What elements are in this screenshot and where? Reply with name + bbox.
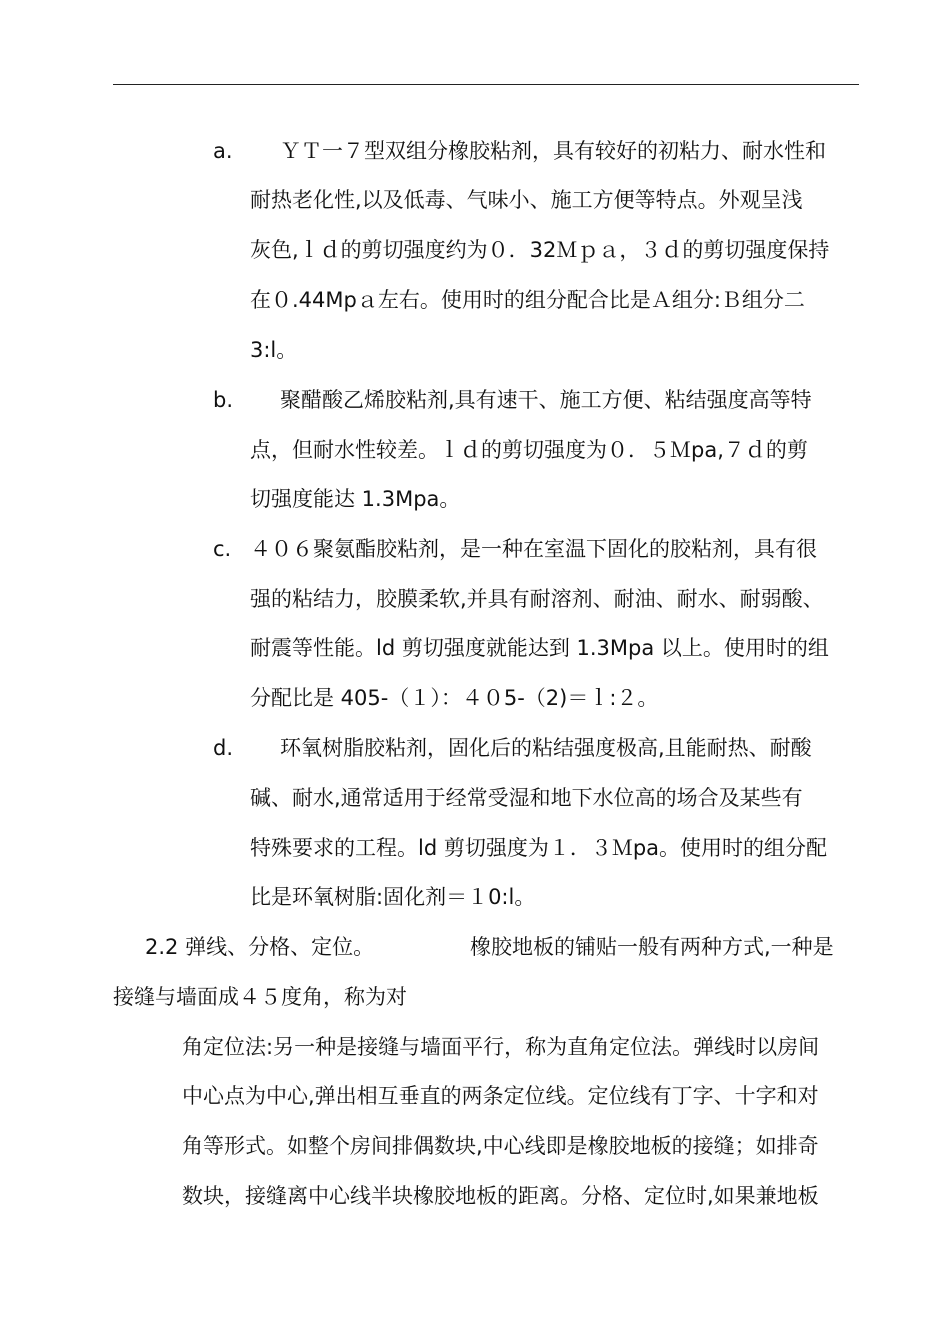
item-marker: d. xyxy=(213,736,234,760)
item-c-line-1: ４０６聚氨酯胶粘剂，是一种在室温下固化的胶粘剂，具有很 xyxy=(250,537,817,561)
item-c-line-3: 耐震等性能。ld 剪切强度就能达到 1.3Mpa 以上。使用时的组 xyxy=(250,636,829,660)
section-heading: 2.2 弹线、分格、定位。 xyxy=(145,935,375,959)
item-c-line-4: 分配比是 405-（１）：４０5-（2)＝ｌ:２。 xyxy=(250,686,659,710)
section-continuation: 接缝与墙面成４５度角，称为对 xyxy=(113,985,407,1009)
item-a-line-2: 耐热老化性,以及低毒、气味小、施工方便等特点。外观呈浅 xyxy=(250,188,803,212)
section-line-4: 数块，接缝离中心线半块橡胶地板的距离。分格、定位时,如果兼地板 xyxy=(182,1184,819,1208)
header-rule xyxy=(113,84,859,85)
item-marker: a. xyxy=(213,139,233,163)
section-line-3: 角等形式。如整个房间排偶数块,中心线即是橡胶地板的接缝；如排奇 xyxy=(182,1134,819,1158)
item-b-line-3: 切强度能达 1.3Mpa。 xyxy=(250,487,461,511)
item-d-line-4: 比是环氧树脂:固化剂＝１0:l。 xyxy=(250,885,536,909)
item-a-line-3: 灰色,ｌｄ的剪切强度约为０．32Ｍｐａ，３ｄ的剪切强度保持 xyxy=(250,238,830,262)
item-d-line-3: 特殊要求的工程。ld 剪切强度为１．３Ｍpa。使用时的组分配 xyxy=(250,836,828,860)
item-marker: b. xyxy=(213,388,234,412)
section-lead: 橡胶地板的铺贴一般有两种方式,一种是 xyxy=(470,935,834,959)
item-b-line-2: 点，但耐水性较差。ｌｄ的剪切强度为０．５Ｍpa,７ｄ的剪 xyxy=(250,438,808,462)
item-d-line-2: 碱、耐水,通常适用于经常受湿和地下水位高的场合及某些有 xyxy=(250,786,803,810)
item-marker: c. xyxy=(213,537,232,561)
section-line-1: 角定位法:另一种是接缝与墙面平行，称为直角定位法。弹线时以房间 xyxy=(182,1035,820,1059)
item-a-line-1: ＹＴ一７型双组分橡胶粘剂，具有较好的初粘力、耐水性和 xyxy=(280,139,826,163)
item-c-line-2: 强的粘结力，胶膜柔软,并具有耐溶剂、耐油、耐水、耐弱酸、 xyxy=(250,587,824,611)
section-line-2: 中心点为中心,弹出相互垂直的两条定位线。定位线有丁字、十字和对 xyxy=(182,1084,819,1108)
item-a-line-5: 3:l。 xyxy=(250,338,298,362)
item-d-line-1: 环氧树脂胶粘剂，固化后的粘结强度极高,且能耐热、耐酸 xyxy=(280,736,812,760)
item-b-line-1: 聚醋酸乙烯胶粘剂,具有速干、施工方便、粘结强度高等特 xyxy=(280,388,812,412)
item-a-line-4: 在０.44Mpａ左右。使用时的组分配合比是Ａ组分:Ｂ组分二 xyxy=(250,288,805,312)
